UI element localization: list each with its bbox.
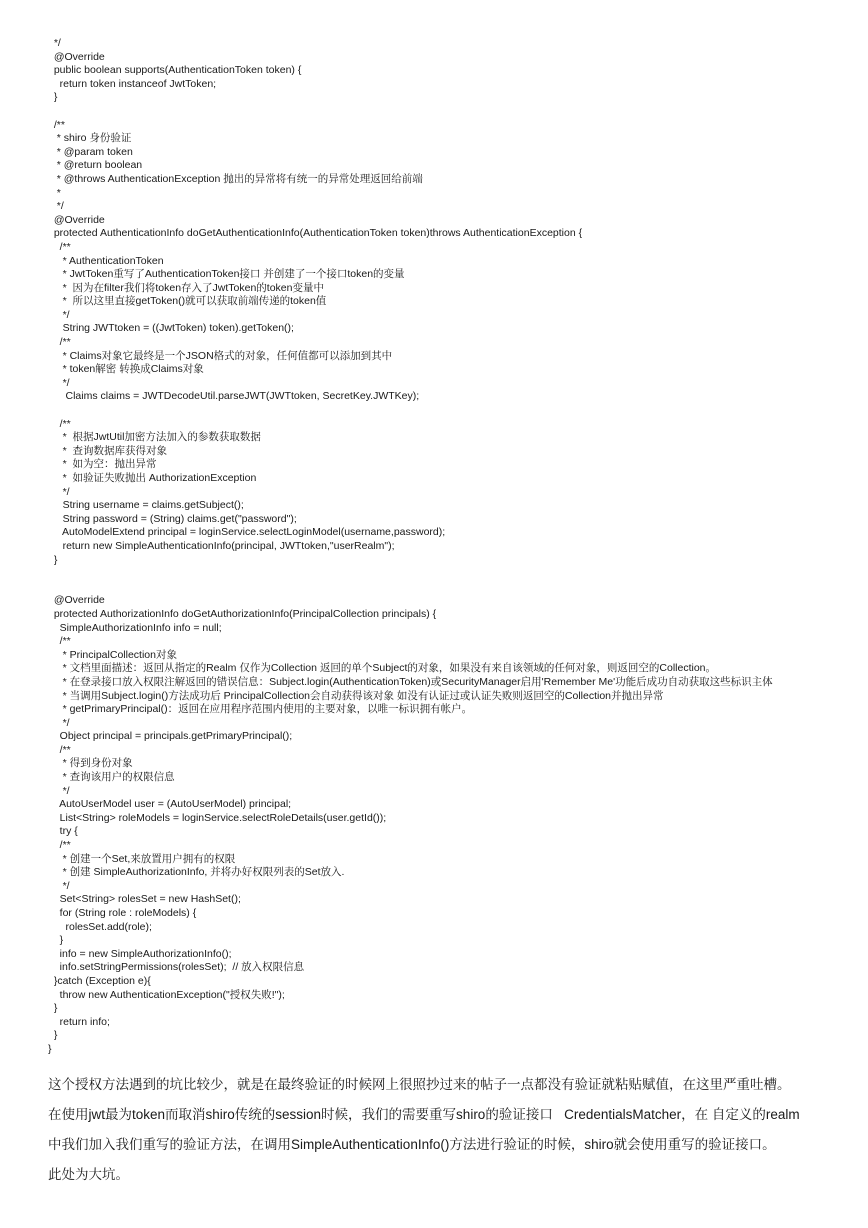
code-line: * PrincipalCollection对象 xyxy=(48,648,177,661)
code-line: return token instanceof JwtToken; xyxy=(48,77,217,90)
code-line: } xyxy=(48,1042,52,1055)
code-line: * xyxy=(48,186,61,199)
code-line: */ xyxy=(48,716,70,729)
code-line: * token解密 转换成Claims对象 xyxy=(48,363,204,376)
code-line: } xyxy=(48,1002,58,1015)
code-line: */ xyxy=(48,37,61,49)
code-line: * 如为空：抛出异常 xyxy=(48,458,157,471)
code-line: /** xyxy=(48,417,71,430)
code-line: * Claims对象它最终是一个JSON格式的对象，任何值都可以添加到其中 xyxy=(48,349,393,362)
code-line: info = new SimpleAuthorizationInfo(); xyxy=(48,947,232,960)
code-line: * 当调用Subject.login()方法成功后 PrincipalCollection会自动获得该对象 如没有认证过或认证失败则返回空的Collection并抛出异常 xyxy=(48,689,664,702)
code-line: */ xyxy=(48,376,70,389)
code-line: * 创建 SimpleAuthorizationInfo, 并将办好权限列表的Set放入. xyxy=(48,866,345,879)
code-line: /** xyxy=(48,743,71,756)
code-line: * 文档里面描述：返回从指定的Realm 仅作为Collection 返回的单个Subject的对象，如果没有来自该领域的任何对象，则返回空的Collection。 xyxy=(48,662,716,675)
code-line: String password = (String) claims.get("password"); xyxy=(48,512,297,525)
code-line xyxy=(48,404,848,418)
code-line: AutoModelExtend principal = loginService.selectLoginModel(username,password); xyxy=(48,526,446,539)
code-line: * 查询数据库获得对象 xyxy=(48,444,168,457)
code-line: }catch (Exception e){ xyxy=(48,974,151,987)
code-line: * 根据JwtUtil加密方法加入的参数获取数据 xyxy=(48,431,261,444)
code-line: Object principal = principals.getPrimaryPrincipal(); xyxy=(48,730,293,743)
code-line: } xyxy=(48,934,64,947)
code-line: * @return boolean xyxy=(48,159,143,172)
code-line: rolesSet.add(role); xyxy=(48,920,152,933)
code-line: * shiro 身份验证 xyxy=(48,132,132,145)
code-line: } xyxy=(48,1029,58,1042)
paragraph: 中我们加入我们重写的验证方法，在调用SimpleAuthenticationInfo()方法进行验证的时候，shiro就会使用重写的验证接口。 xyxy=(48,1137,776,1152)
code-line: * @param token xyxy=(48,145,133,158)
code-line: } xyxy=(48,91,58,104)
code-line xyxy=(48,581,848,595)
code-line: * getPrimaryPrincipal()：返回在应用程序范围内使用的主要对象，以唯一标识拥有帐户。 xyxy=(48,703,473,716)
code-line xyxy=(48,105,848,119)
code-line: AutoUserModel user = (AutoUserModel) principal; xyxy=(48,798,292,811)
code-line: * JwtToken重写了AuthenticationToken接口 并创建了一个接口token的变量 xyxy=(48,268,405,281)
code-line: } xyxy=(48,553,58,566)
code-line: */ xyxy=(48,784,70,797)
code-line: return new SimpleAuthenticationInfo(principal, JWTtoken,"userRealm"); xyxy=(48,539,395,552)
code-line: String JWTtoken = ((JwtToken) token).getToken(); xyxy=(48,322,294,335)
code-line: */ xyxy=(48,200,64,213)
code-line: throw new AuthenticationException("授权失败!"); xyxy=(48,988,285,1001)
paragraph: 在使用jwt最为token而取消shiro传统的session时候，我们的需要重写shiro的验证接口 CredentialsMatcher，在 自定义的realm xyxy=(48,1107,800,1122)
code-line: info.setStringPermissions(rolesSet); // 放入权限信息 xyxy=(48,961,305,974)
code-line: * 查询该用户的权限信息 xyxy=(48,771,175,784)
code-line: /** xyxy=(48,336,71,349)
code-line: */ xyxy=(48,308,70,321)
code-line: public boolean supports(AuthenticationToken token) { xyxy=(48,64,302,77)
code-line: String username = claims.getSubject(); xyxy=(48,499,244,512)
code-line: @Override xyxy=(48,594,105,607)
code-line: * 创建一个Set,来放置用户拥有的权限 xyxy=(48,852,236,865)
code-line: * @throws AuthenticationException 抛出的异常将有统一的异常处理返回给前端 xyxy=(48,172,423,185)
code-line: /** xyxy=(48,635,71,648)
code-line: List<String> roleModels = loginService.selectRoleDetails(user.getId()); xyxy=(48,811,387,824)
code-line: * 得到身份对象 xyxy=(48,757,133,770)
code-block xyxy=(48,37,848,1057)
code-line: @Override xyxy=(48,50,105,63)
paragraph: 此处为大坑。 xyxy=(48,1167,129,1182)
code-line: * 如验证失败抛出 AuthorizationException xyxy=(48,472,257,484)
code-line: protected AuthorizationInfo doGetAuthorizationInfo(PrincipalCollection principals) { xyxy=(48,607,437,620)
code-line: /** xyxy=(48,240,71,253)
code-line: */ xyxy=(48,485,70,498)
code-line: @Override xyxy=(48,213,105,226)
code-line: /** xyxy=(48,839,71,852)
code-line: SimpleAuthorizationInfo info = null; xyxy=(48,621,222,634)
paragraph: 这个授权方法遇到的坑比较少，就是在最终验证的时候网上很照抄过来的帖子一点都没有验证就粘贴赋值，在这里严重吐槽。 xyxy=(48,1077,791,1092)
code-line: * 因为在filter我们将token存入了JwtToken的token变量中 xyxy=(48,281,324,294)
code-line: /** xyxy=(48,118,65,131)
code-line: for (String role : roleModels) { xyxy=(48,907,197,919)
prose-section xyxy=(48,1074,848,1194)
code-line: * 在登录接口放入权限注解返回的错误信息：Subject.login(AuthenticationToken)或SecurityManager启用'Remember Me'功能后成功自动获取这些标识主体 xyxy=(48,675,773,688)
code-line: Set<String> rolesSet = new HashSet(); xyxy=(48,893,241,906)
code-line: */ xyxy=(48,879,70,892)
code-line xyxy=(48,567,848,581)
code-line: protected AuthenticationInfo doGetAuthenticationInfo(AuthenticationToken token)throws AuthenticationException { xyxy=(48,227,583,240)
code-line: * 所以这里直接getToken()就可以获取前端传递的token值 xyxy=(48,295,327,308)
code-line: return info; xyxy=(48,1015,110,1028)
code-line: Claims claims = JWTDecodeUtil.parseJWT(JWTtoken, SecretKey.JWTKey); xyxy=(48,390,420,403)
code-line: try { xyxy=(48,825,78,838)
code-line: * AuthenticationToken xyxy=(48,254,164,267)
